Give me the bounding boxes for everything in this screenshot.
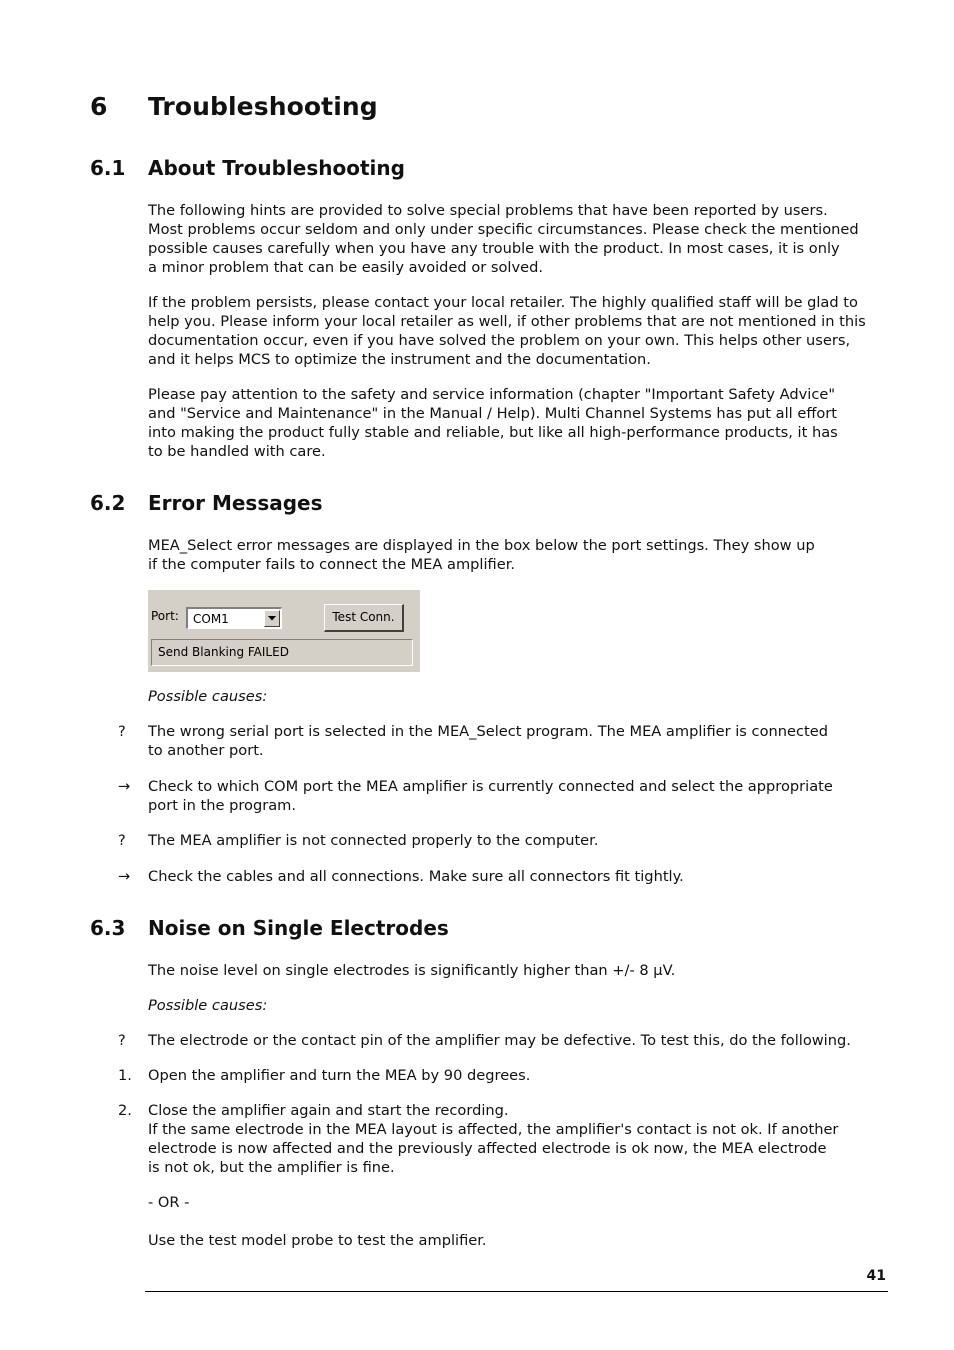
- page-number: 41: [866, 1268, 886, 1284]
- paragraph-contact-retailer: If the problem persists, please contact your local retailer. The highly qualified staff will be glad to help you. Please inform your local retailer as well, if other problems that are not mentioned in this documentation occur, even if you have solved the problem on your own. This helps other users, and it helps MCS to optimize the instrument and the documentation.: [148, 294, 866, 368]
- section-number: 6.2: [90, 491, 126, 515]
- port-select-value: COM1: [193, 612, 229, 626]
- possible-causes-label: Possible causes:: [148, 688, 268, 705]
- paragraph-intro: The following hints are provided to solve special problems that have been reported by users. Most problems occur seldom and only under specific circumstances. Please check the mentioned possible causes carefully when you have any trouble with the product. In most cases, it is only a minor problem that can be easily avoided or solved.: [148, 202, 859, 276]
- chapter-heading: [90, 92, 378, 121]
- paragraph-safety: Please pay attention to the safety and service information (chapter "Important Safety Advice" and "Service and Maintenance" in the Manual / Help). Multi Channel Systems has put all effort into making the product fully stable and reliable, but like all high-performance products, it has to be handled with care.: [148, 386, 838, 460]
- port-settings-screenshot: [148, 590, 420, 672]
- section-heading-about-troubleshooting: [90, 156, 405, 180]
- port-select[interactable]: [186, 607, 282, 629]
- chapter-title: Troubleshooting: [148, 92, 378, 121]
- question-marker: ?: [118, 723, 126, 740]
- question-marker: ?: [118, 1032, 126, 1049]
- port-dropdown-button[interactable]: [264, 610, 280, 627]
- step-number: 2.: [118, 1102, 132, 1119]
- section-number: 6.1: [90, 156, 126, 180]
- document-page: 6 Troubleshooting 6.1 About Troubleshooting The following hints are provided to solve special problems that have been reported by users. Most problems occur seldom and only under specific circumstances. Please check the mentioned possible causes carefully when you have any trouble with the product. In most cases, it is only a minor problem that can be easily avoided or solved. If the problem persists, please contact your local retailer. The highly qualified staff will be glad to help you. Please inform your local retailer as well, if other problems that are not mentioned in this documentation occur, even if you have solved the problem on your own. This helps other users, and it helps MCS to optimize the instrument and the documentation. Please pay attention to the safety and service information (chapter "Important Safety Advice" and "Service and Maintenance" in the Manual / Help). Multi Channel Systems has put all effort into making the product fully stable and reliable, but like all high-performance products, it has to be handled with care. 6.2 Error Messages MEA_Select error messages are displayed in the box below the port settings. They show up if the computer fails to connect the MEA amplifier. Port: COM1 Test Conn. Send Blanking FAILED Possible causes: ? The wrong serial port is selected in the MEA_Select program. The MEA amplifier is connected to another port. → Check to which COM port the MEA amplifier is currently connected and select the appropriate port in the program. ? The MEA amplifier is not connected properly to the computer. → Check the cables and all connections. Make sure all connectors fit tightly. 6.3 Noise on Single Electrodes The noise level on single electrodes is significantly higher than +/- 8 µV. Possible causes: ? The electrode or the contact pin of the amplifier may be defective. To test this, do the following. 1. Open the amplifier and turn the MEA by 90 degrees. 2. Close the amplifier again and start the recording. If the same electrode in the MEA layout is affected, the amplifier's contact is not ok. If another electrode is now affected and the previously affected electrode is ok now, the MEA electrode is not ok, but the amplifier is fine. - OR - Use the test model probe to test the amplifier. 41: [0, 0, 954, 1350]
- paragraph-error-intro: MEA_Select error messages are displayed in the box below the port settings. They show up if the computer fails to connect the MEA amplifier.: [148, 537, 815, 573]
- test-connection-button[interactable]: Test Conn.: [324, 604, 404, 632]
- paragraph-noise-intro: The noise level on single electrodes is significantly higher than +/- 8 µV.: [148, 962, 676, 979]
- chevron-down-icon: [268, 616, 276, 621]
- section-title: Noise on Single Electrodes: [148, 916, 449, 940]
- section-number: 6.3: [90, 916, 126, 940]
- error-status-box: Send Blanking FAILED: [151, 639, 413, 666]
- possible-causes-label: Possible causes:: [148, 997, 268, 1014]
- section-title: About Troubleshooting: [148, 156, 405, 180]
- arrow-right-icon: →: [118, 868, 131, 885]
- chapter-number: 6: [90, 92, 108, 121]
- footer-rule: [145, 1291, 888, 1292]
- port-label: Port:: [151, 609, 179, 623]
- step-number: 1.: [118, 1067, 132, 1084]
- question-marker: ?: [118, 832, 126, 849]
- or-separator: - OR -: [148, 1194, 190, 1211]
- section-heading-noise: [90, 916, 449, 940]
- paragraph-test-probe: Use the test model probe to test the amplifier.: [148, 1232, 487, 1249]
- section-heading-error-messages: [90, 491, 323, 515]
- arrow-right-icon: →: [118, 778, 131, 795]
- section-title: Error Messages: [148, 491, 323, 515]
